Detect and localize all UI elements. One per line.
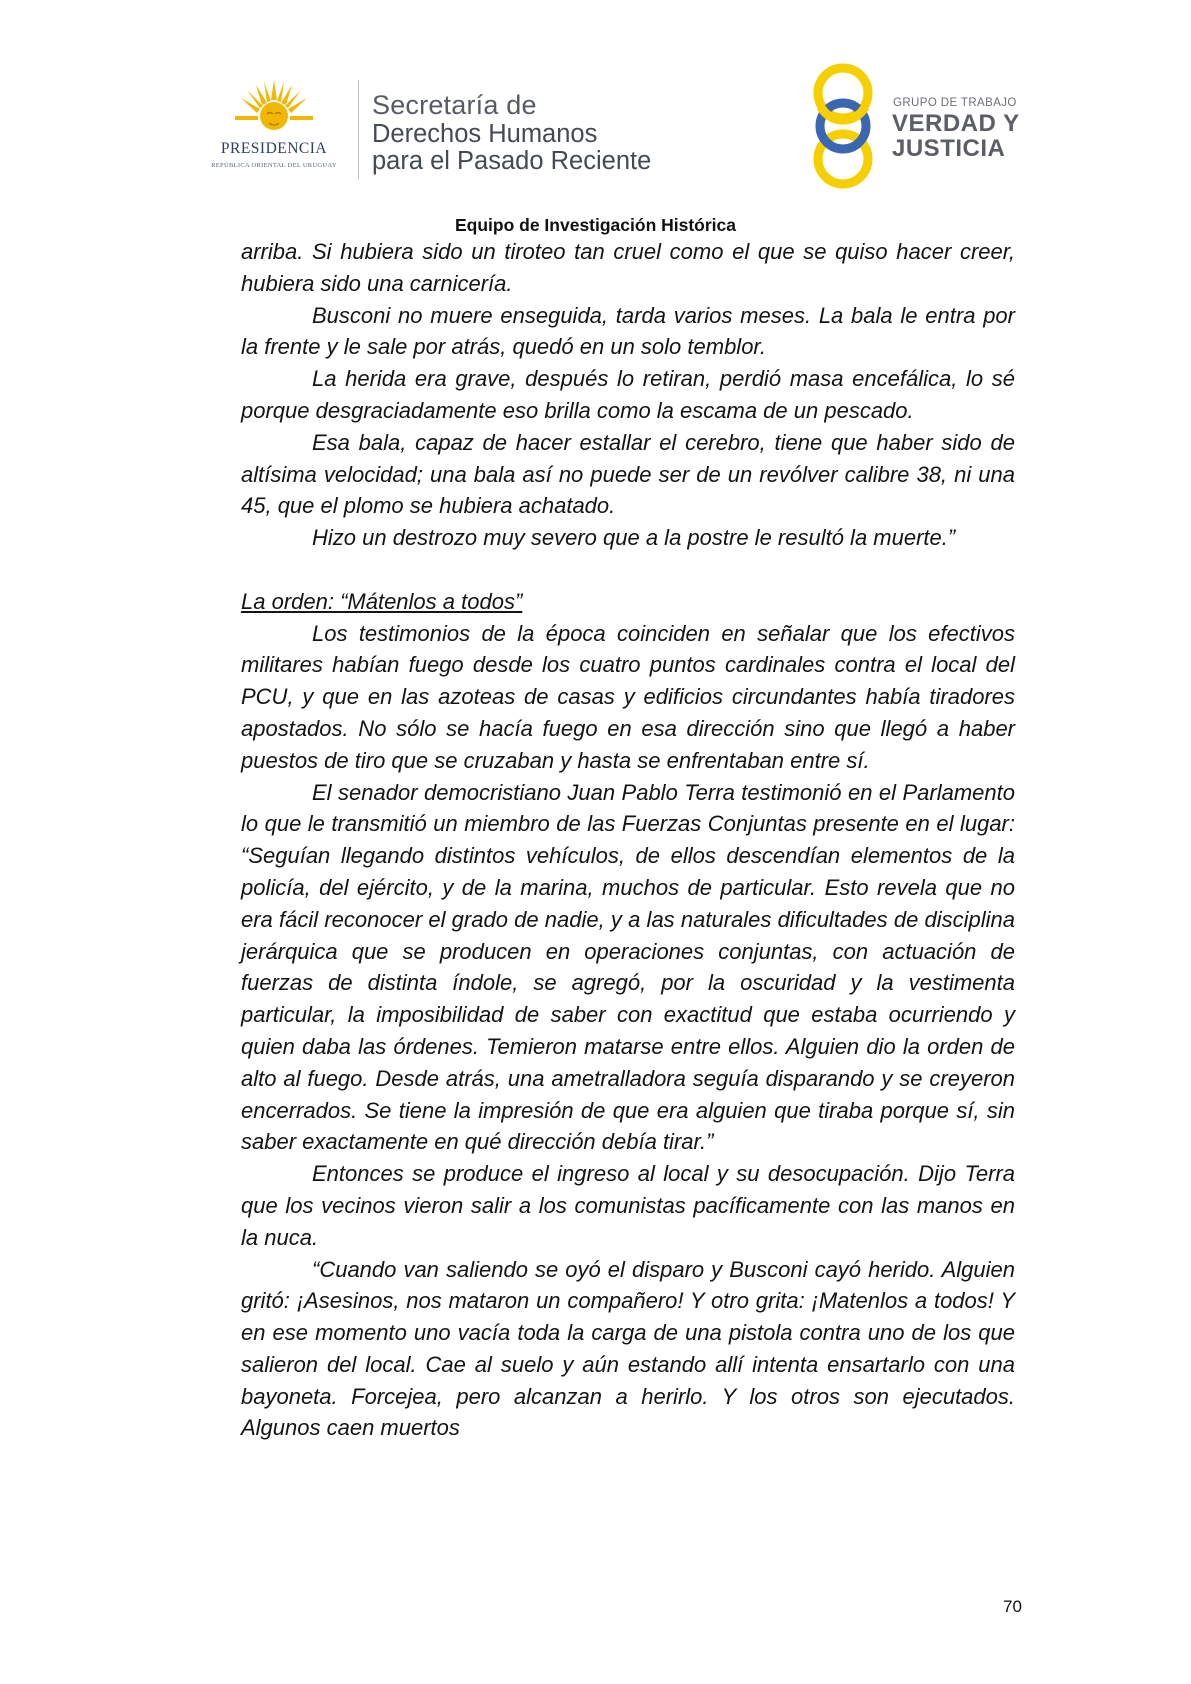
paragraph: “Cuando van saliendo se oyó el disparo y Busconi cayó herido. Alguien gritó: ¡Asesinos, nos mataron un compañero! Y otro grita: ¡Matenlos a todos! Y en ese momento uno vacía toda la carga de una pistola contra uno de los que salieron del local. Cae al suelo y aún estando allí intenta ensartarlo con una bayoneta. Forcejea, pero alcanzan a herirlo. Y los otros son ejecutados. Algunos caen muertos <box>241 1256 1015 1441</box>
paragraph-spacer <box>241 554 1015 586</box>
presidencia-name: PRESIDENCIA <box>220 140 328 157</box>
paragraph: Hizo un destrozo muy severo que a la postre le resultó la muerte.” <box>312 525 956 551</box>
linked-rings-icon <box>805 63 895 191</box>
verdad-justicia-logo <box>805 63 1065 191</box>
paragraph: Busconi no muere enseguida, tarda varios meses. La bala le entra por la frente y le sale por atrás, quedó en un solo temblor. <box>241 302 1015 360</box>
secretaria-line1: Secretaría de <box>372 90 537 120</box>
paragraph: Esa bala, capaz de hacer estallar el cerebro, tiene que haber sido de altísima velocidad; una bala así no puede ser de un revólver calibre 38, ni una 45, que el plomo se hubiera achatado. <box>241 429 1015 519</box>
paragraph: La herida era grave, después lo retiran, perdió masa encefálica, lo sé porque desgraciadamente eso brilla como la escama de un pescado. <box>241 366 1015 423</box>
section-heading: La orden: “Mátenlos a todos” <box>241 588 523 614</box>
paragraph: Los testimonios de la época coinciden en señalar que los efectivos militares habían fuego desde los cuatro puntos cardinales contra el local del PCU, y que en las azoteas de casas y edificios circundantes había tiradores apostados. No sólo se hacía fuego en esa dirección sino que llegó a haber puestos de tiro que se cruzaban y hasta se enfrentaban entre sí. <box>241 620 1015 773</box>
team-title: Equipo de Investigación Histórica <box>454 215 737 235</box>
page-number: 70 <box>1003 1597 1022 1616</box>
paragraph: Entonces se produce el ingreso al local y su desocupación. Dijo Terra que los vecinos vieron salir a los comunistas pacíficamente con las manos en la nuca. <box>241 1161 1015 1250</box>
presidencia-subtitle: REPÚBLICA ORIENTAL DEL URUGUAY <box>211 162 337 169</box>
paragraph: El senador democristiano Juan Pablo Terra testimonió en el Parlamento lo que le transmitió un miembro de las Fuerzas Conjuntas presente en el lugar: “Seguían llegando distintos vehículos, de ellos descendían elementos de la policía, del ejército, y de la marina, muchos de particular. Esto revela que no era fácil reconocer el grado de nadie, y a las naturales dificultades de disciplina jerárquica que se producen en operaciones conjuntas, con actuación de fuerzas de distinta índole, se agregó, por la oscuridad y la vestimenta particular, la imposibilidad de saber con exactitud que estaba ocurriendo y quien daba las órdenes. Temieron matarse entre ellos. Alguien dio la orden de alto al fuego. Desde atrás, una ametralladora seguía disparando y se creyeron encerrados. Se tiene la impresión de que era alguien que tiraba porque sí, sin saber exactamente en qué dirección debía tirar.” <box>241 779 1015 1155</box>
header-divider <box>358 80 359 180</box>
grupo-line1: GRUPO DE TRABAJO <box>893 97 1017 109</box>
paragraph: arriba. Si hubiera sido un tiroteo tan cruel como el que se quiso hacer creer, hubiera sido una carnicería. <box>241 239 1015 296</box>
presidencia-logo <box>196 78 352 178</box>
secretaria-line3: para el Pasado Reciente <box>372 147 652 175</box>
grupo-line3: JUSTICIA <box>892 135 1006 162</box>
grupo-line2: VERDAD Y <box>892 110 1020 137</box>
sun-emblem-icon <box>234 78 314 140</box>
page-header <box>0 0 1191 210</box>
document-body <box>241 236 1015 1444</box>
secretaria-line2: Derechos Humanos <box>372 120 598 148</box>
secretaria-logo-text <box>372 90 651 174</box>
